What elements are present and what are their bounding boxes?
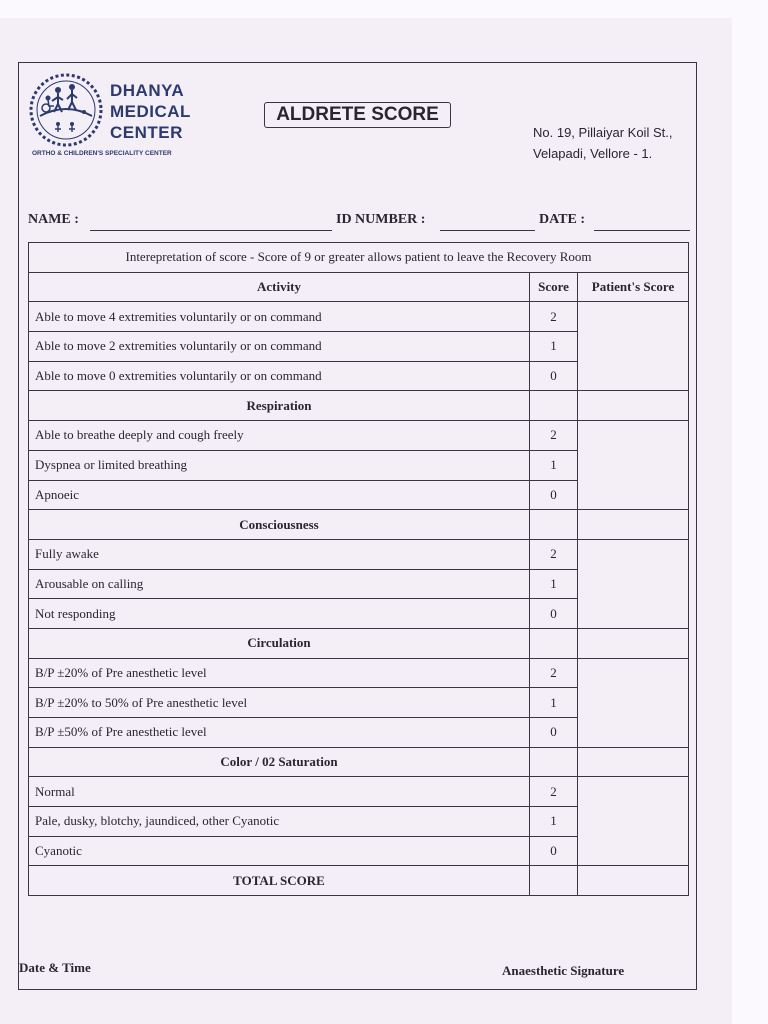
id-number-field[interactable] [440, 230, 535, 231]
empty-cell [578, 510, 689, 540]
criterion-score: 0 [530, 480, 578, 510]
empty-cell [530, 628, 578, 658]
criterion-label: Able to move 0 extremities voluntarily or on command [29, 361, 530, 391]
criterion-score: 2 [530, 658, 578, 688]
address-line: Velapadi, Vellore - 1. [533, 146, 653, 161]
empty-cell [530, 866, 578, 896]
medical-center-logo-icon [28, 72, 104, 148]
criterion-score: 0 [530, 599, 578, 629]
address-line: No. 19, Pillaiyar Koil St., [533, 125, 673, 140]
activity-heading: Activity [29, 272, 530, 302]
table-row [29, 539, 689, 569]
criterion-label: Apnoeic [29, 480, 530, 510]
patient-score-cell[interactable] [578, 302, 689, 391]
empty-cell [578, 391, 689, 421]
empty-cell [530, 391, 578, 421]
empty-cell [530, 747, 578, 777]
criterion-label: B/P ±50% of Pre anesthetic level [29, 718, 530, 748]
brand-name [110, 80, 191, 143]
table-row [29, 866, 689, 896]
criterion-score: 2 [530, 539, 578, 569]
score-interpretation: Interepretation of score - Score of 9 or greater allows patient to leave the Recovery Room [29, 243, 689, 273]
empty-cell [578, 747, 689, 777]
total-score-cell[interactable] [578, 866, 689, 896]
table-row [29, 658, 689, 688]
patient-score-cell[interactable] [578, 539, 689, 628]
criterion-score: 0 [530, 836, 578, 866]
table-row [29, 302, 689, 332]
criterion-score: 1 [530, 688, 578, 718]
table-row [29, 421, 689, 451]
date-field[interactable] [594, 230, 690, 231]
score-column-header: Score [530, 272, 578, 302]
criterion-label: Fully awake [29, 539, 530, 569]
consciousness-heading: Consciousness [29, 510, 530, 540]
criterion-label: Able to move 4 extremities voluntarily or on command [29, 302, 530, 332]
anaesthetic-signature-label: Anaesthetic Signature [502, 963, 625, 978]
criterion-score: 1 [530, 807, 578, 837]
brand-line: CENTER [110, 123, 183, 142]
criterion-label: Cyanotic [29, 836, 530, 866]
respiration-heading: Respiration [29, 391, 530, 421]
total-score-label: TOTAL SCORE [29, 866, 530, 896]
date-label: DATE : [539, 212, 586, 227]
criterion-score: 1 [530, 450, 578, 480]
criterion-label: Arousable on calling [29, 569, 530, 599]
name-label: NAME : [28, 212, 79, 227]
brand-tagline: ORTHO & CHILDREN'S SPECIALITY CENTER [32, 150, 172, 157]
address [533, 122, 672, 164]
criterion-score: 0 [530, 361, 578, 391]
brand-line: MEDICAL [110, 102, 191, 121]
name-field[interactable] [90, 230, 332, 231]
circulation-heading: Circulation [29, 628, 530, 658]
date-time-label: Date & Time [19, 960, 91, 975]
id-number-label: ID NUMBER : [336, 212, 426, 227]
criterion-score: 1 [530, 332, 578, 362]
patient-score-cell[interactable] [578, 658, 689, 747]
table-row [29, 777, 689, 807]
criterion-score: 2 [530, 421, 578, 451]
empty-cell [530, 510, 578, 540]
aldrete-score-table [28, 242, 689, 896]
criterion-score: 1 [530, 569, 578, 599]
patient-score-column-header: Patient's Score [578, 272, 689, 302]
empty-cell [578, 628, 689, 658]
table-row [29, 272, 689, 302]
form-title: ALDRETE SCORE [264, 102, 451, 128]
criterion-label: Normal [29, 777, 530, 807]
criterion-label: Not responding [29, 599, 530, 629]
table-row [29, 628, 689, 658]
criterion-label: B/P ±20% of Pre anesthetic level [29, 658, 530, 688]
table-row [29, 243, 689, 273]
brand-line: DHANYA [110, 81, 185, 100]
patient-score-cell[interactable] [578, 777, 689, 866]
table-row [29, 391, 689, 421]
criterion-label: B/P ±20% to 50% of Pre anesthetic level [29, 688, 530, 718]
color-saturation-heading: Color / 02 Saturation [29, 747, 530, 777]
table-row [29, 510, 689, 540]
criterion-score: 2 [530, 777, 578, 807]
criterion-score: 2 [530, 302, 578, 332]
criterion-label: Able to breathe deeply and cough freely [29, 421, 530, 451]
patient-score-cell[interactable] [578, 421, 689, 510]
criterion-label: Able to move 2 extremities voluntarily or on command [29, 332, 530, 362]
table-row [29, 747, 689, 777]
criterion-score: 0 [530, 718, 578, 748]
criterion-label: Dyspnea or limited breathing [29, 450, 530, 480]
criterion-label: Pale, dusky, blotchy, jaundiced, other Cyanotic [29, 807, 530, 837]
